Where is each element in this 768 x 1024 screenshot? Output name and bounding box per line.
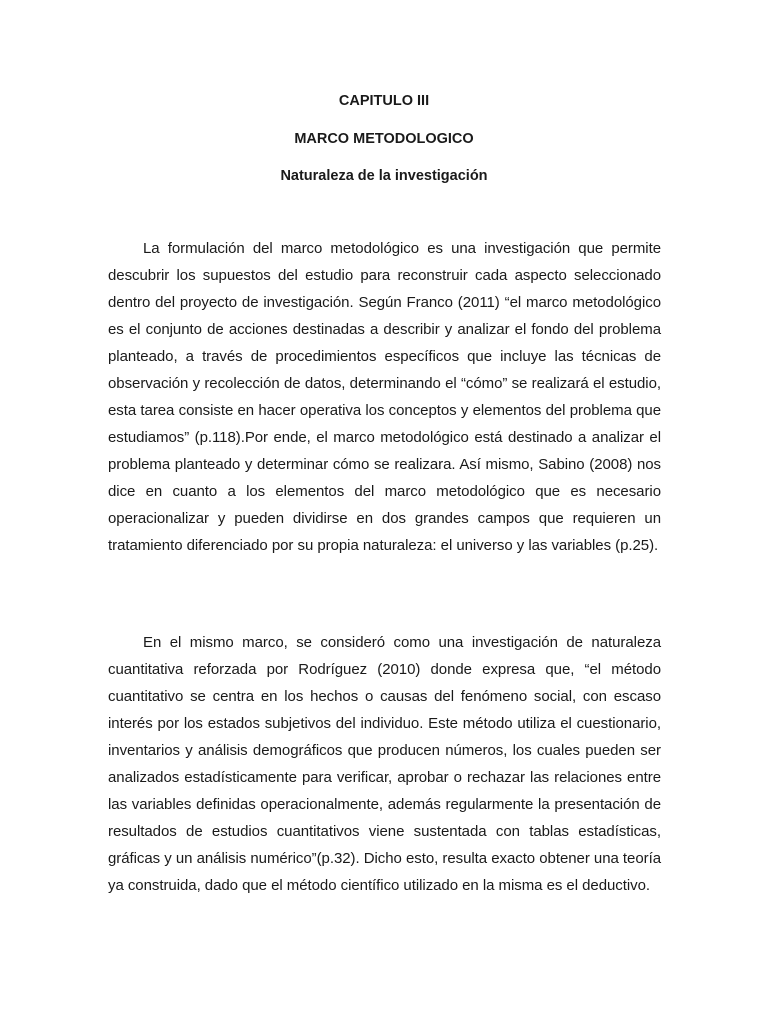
- paragraph-1: La formulación del marco metodológico es una investigación que permite descubrir los supuestos del estudio para reconstruir cada aspecto seleccionado dentro del proyecto de investigación. Según Franco (2011) “el marco metodológico es el conjunto de acciones destinadas a describir y analizar el fondo del problema planteado, a través de procedimientos específicos que incluye las técnicas de observación y recolección de datos, determinando el “cómo” se realizará el estudio, esta tarea consiste en hacer operativa los conceptos y elementos del problema que estudiamos” (p.118).Por ende, el marco metodológico está destinado a analizar el problema planteado y determinar cómo se realizara. Así mismo, Sabino (2008) nos dice en cuanto a los elementos del marco metodológico que es necesario operacionalizar y pueden dividirse en dos grandes campos que requieren un tratamiento diferenciado por su propia naturaleza: el universo y las variables (p.25).: [108, 240, 661, 554]
- chapter-title: CAPITULO III: [338, 93, 430, 109]
- section-title: MARCO METODOLOGICO: [294, 131, 474, 147]
- subsection-title: Naturaleza de la investigación: [280, 168, 488, 184]
- paragraph-2: En el mismo marco, se consideró como una investigación de naturaleza cuantitativa reforzada por Rodríguez (2010) donde expresa que, “el método cuantitativo se centra en los hechos o causas del fenómeno social, con escaso interés por los estados subjetivos del individuo. Este método utiliza el cuestionario, inventarios y análisis demográficos que producen números, los cuales pueden ser analizados estadísticamente para verificar, aprobar o rechazar las relaciones entre las variables definidas operacionalmente, además regularmente la presentación de resultados de estudios cuantitativos viene sustentada con tablas estadísticas, gráficas y un análisis numérico”(p.32). Dicho esto, resulta exacto obtener una teoría ya construida, dado que el método científico utilizado en la misma es el deductivo.: [108, 634, 661, 894]
